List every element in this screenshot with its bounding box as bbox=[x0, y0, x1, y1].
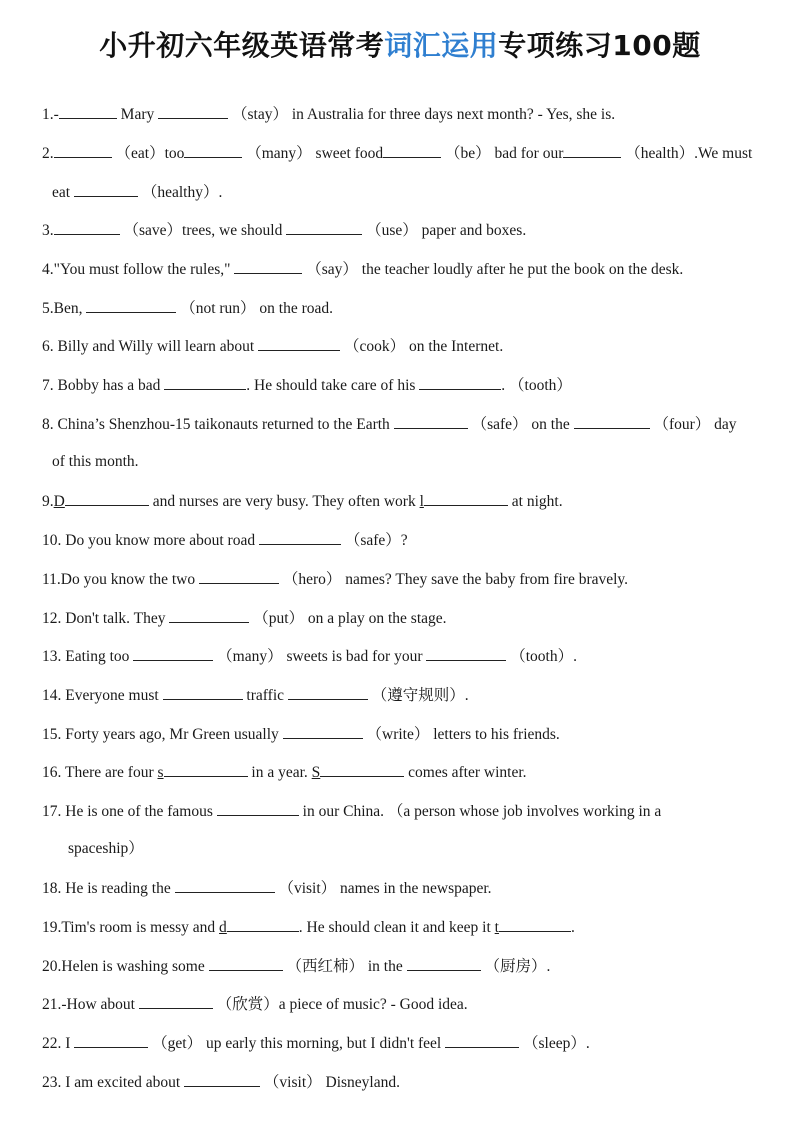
answer-blank[interactable] bbox=[169, 607, 249, 623]
question-text: （use） paper and boxes. bbox=[366, 222, 527, 239]
question-text: Mary bbox=[120, 106, 155, 123]
question-7 bbox=[42, 374, 572, 396]
title-part-1: 小升初六年级英语常考 bbox=[99, 29, 385, 62]
question-text: and nurses are very busy. They often work bbox=[152, 493, 416, 510]
answer-blank[interactable] bbox=[158, 103, 228, 119]
question-text: （eat）too bbox=[115, 145, 185, 162]
question-text: （put） on a play on the stage. bbox=[253, 610, 447, 627]
question-15 bbox=[42, 723, 560, 745]
answer-blank[interactable] bbox=[283, 723, 363, 739]
question-19 bbox=[42, 916, 575, 938]
question-5 bbox=[42, 297, 333, 319]
answer-blank[interactable] bbox=[54, 142, 112, 158]
question-text: （厨房）. bbox=[484, 958, 551, 975]
answer-blank[interactable] bbox=[184, 142, 242, 158]
question-text: （visit） names in the newspaper. bbox=[278, 880, 492, 897]
answer-blank[interactable] bbox=[426, 645, 506, 661]
answer-blank[interactable] bbox=[259, 529, 341, 545]
question-9 bbox=[42, 490, 563, 512]
question-text: 17. He is one of the famous bbox=[42, 803, 213, 820]
question-text: 10. Do you know more about road bbox=[42, 532, 256, 549]
question-text: 20.Helen is washing some bbox=[42, 958, 205, 975]
question-text: （write） letters to his friends. bbox=[366, 726, 560, 743]
question-text: comes after winter. bbox=[408, 764, 527, 781]
answer-blank[interactable] bbox=[163, 684, 243, 700]
question-text: （tooth）. bbox=[510, 648, 577, 665]
question-text: （save）trees, we should bbox=[123, 222, 283, 239]
answer-blank[interactable] bbox=[419, 374, 501, 390]
question-10 bbox=[42, 529, 408, 551]
answer-blank[interactable] bbox=[574, 413, 650, 429]
question-text: 7. Bobby has a bad bbox=[42, 377, 161, 394]
hint-letter: s bbox=[157, 764, 164, 781]
answer-blank[interactable] bbox=[424, 490, 508, 506]
question-22 bbox=[42, 1032, 590, 1054]
question-text: （health）.We must bbox=[625, 145, 753, 162]
answer-blank[interactable] bbox=[288, 684, 368, 700]
question-text: 22. I bbox=[42, 1035, 71, 1052]
answer-blank[interactable] bbox=[407, 955, 481, 971]
question-text: in a year. bbox=[251, 764, 308, 781]
answer-blank[interactable] bbox=[74, 1032, 148, 1048]
answer-blank[interactable] bbox=[499, 916, 571, 932]
question-11 bbox=[42, 568, 628, 590]
question-3 bbox=[42, 219, 526, 241]
question-text: （be） bad for our bbox=[445, 145, 564, 162]
answer-blank[interactable] bbox=[164, 761, 248, 777]
question-21 bbox=[42, 993, 468, 1015]
question-16 bbox=[42, 761, 527, 783]
question-text: 15. Forty years ago, Mr Green usually bbox=[42, 726, 279, 743]
answer-blank[interactable] bbox=[258, 335, 340, 351]
hint-letter: d bbox=[219, 919, 227, 936]
title-highlight: 词汇运用 bbox=[384, 29, 499, 62]
question-text: （hero） names? They save the baby from fire bravely. bbox=[282, 571, 629, 588]
answer-blank[interactable] bbox=[234, 258, 302, 274]
question-number: 3. bbox=[42, 222, 54, 239]
question-text: 18. He is reading the bbox=[42, 880, 171, 897]
question-text: （get） up early this morning, but I didn't feel bbox=[152, 1035, 442, 1052]
answer-blank[interactable] bbox=[86, 297, 176, 313]
question-text: （西红柿） in the bbox=[286, 958, 403, 975]
question-text: . He should clean it and keep it bbox=[298, 919, 491, 936]
question-text: 19.Tim's room is messy and bbox=[42, 919, 216, 936]
question-1 bbox=[42, 103, 615, 125]
question-4 bbox=[42, 258, 683, 280]
question-text: at night. bbox=[511, 493, 563, 510]
answer-blank[interactable] bbox=[209, 955, 283, 971]
answer-blank[interactable] bbox=[445, 1032, 519, 1048]
question-8-cont bbox=[52, 452, 139, 472]
question-17 bbox=[42, 800, 661, 822]
answer-blank[interactable] bbox=[164, 374, 246, 390]
question-text: spaceship） bbox=[68, 840, 144, 857]
answer-blank[interactable] bbox=[139, 993, 213, 1009]
question-text: （stay） in Australia for three days next month? - Yes, she is. bbox=[232, 106, 616, 123]
hint-letter: S bbox=[311, 764, 321, 781]
answer-blank[interactable] bbox=[184, 1071, 260, 1087]
question-text: . （tooth） bbox=[501, 377, 572, 394]
question-text: of this month. bbox=[52, 453, 139, 470]
question-text: in our China. （a person whose job involves working in a bbox=[302, 803, 662, 820]
question-text: . bbox=[570, 919, 575, 936]
question-text: （遵守规则）. bbox=[371, 687, 469, 704]
question-8 bbox=[42, 413, 737, 435]
question-text: （many） sweets is bad for your bbox=[217, 648, 423, 665]
question-text: . He should take care of his bbox=[246, 377, 416, 394]
question-text: 13. Eating too bbox=[42, 648, 130, 665]
question-2-cont bbox=[52, 181, 222, 203]
question-number: 9. bbox=[42, 493, 54, 510]
question-text: （say） the teacher loudly after he put the book on the desk. bbox=[306, 261, 684, 278]
question-text: 11.Do you know the two bbox=[42, 571, 196, 588]
hint-letter: D bbox=[53, 493, 65, 510]
question-6 bbox=[42, 335, 503, 357]
question-text: （visit） Disneyland. bbox=[263, 1074, 400, 1091]
question-20 bbox=[42, 955, 550, 977]
answer-blank[interactable] bbox=[394, 413, 468, 429]
question-text: 6. Billy and Willy will learn about bbox=[42, 338, 255, 355]
answer-blank[interactable] bbox=[320, 761, 404, 777]
answer-blank[interactable] bbox=[175, 877, 275, 893]
question-text: 5.Ben, bbox=[42, 300, 83, 317]
answer-blank[interactable] bbox=[65, 490, 149, 506]
answer-blank[interactable] bbox=[133, 645, 213, 661]
answer-blank[interactable] bbox=[227, 916, 299, 932]
title-part-3: 专项练习100题 bbox=[498, 29, 701, 62]
question-text: 23. I am excited about bbox=[42, 1074, 181, 1091]
question-text: （safe） on the bbox=[471, 416, 570, 433]
question-2 bbox=[42, 142, 752, 164]
question-23 bbox=[42, 1071, 400, 1093]
question-text: eat bbox=[52, 184, 71, 201]
question-text: （sleep）. bbox=[522, 1035, 590, 1052]
hint-letter: t bbox=[494, 919, 499, 936]
question-18 bbox=[42, 877, 492, 899]
answer-blank[interactable] bbox=[74, 181, 138, 197]
question-12 bbox=[42, 607, 447, 629]
answer-blank[interactable] bbox=[217, 800, 299, 816]
question-text: 12. Don't talk. They bbox=[42, 610, 166, 627]
question-text: 4."You must follow the rules," bbox=[42, 261, 231, 278]
question-text: （safe）? bbox=[344, 532, 408, 549]
question-text: （four） day bbox=[653, 416, 737, 433]
question-text: （many） sweet food bbox=[246, 145, 384, 162]
question-13 bbox=[42, 645, 577, 667]
question-text: （cook） on the Internet. bbox=[343, 338, 504, 355]
question-text: traffic bbox=[246, 687, 284, 704]
question-text: 8. China’s Shenzhou-15 taikonauts returned to the Earth bbox=[42, 416, 390, 433]
answer-blank[interactable] bbox=[59, 103, 117, 119]
answer-blank[interactable] bbox=[286, 219, 362, 235]
hint-letter: l bbox=[419, 493, 424, 510]
question-text: （欣赏）a piece of music? - Good idea. bbox=[216, 996, 468, 1013]
question-number: 2. bbox=[42, 145, 54, 162]
answer-blank[interactable] bbox=[563, 142, 621, 158]
answer-blank[interactable] bbox=[199, 568, 279, 584]
answer-blank[interactable] bbox=[54, 219, 120, 235]
question-text: 14. Everyone must bbox=[42, 687, 159, 704]
document-title bbox=[0, 24, 800, 64]
question-text: 16. There are four bbox=[42, 764, 154, 781]
question-17-cont bbox=[68, 839, 144, 859]
question-number: 1.- bbox=[42, 106, 59, 123]
question-text: （not run） on the road. bbox=[180, 300, 334, 317]
question-text: （healthy）. bbox=[141, 184, 223, 201]
question-14 bbox=[42, 684, 469, 706]
question-text: 21.-How about bbox=[42, 996, 135, 1013]
answer-blank[interactable] bbox=[383, 142, 441, 158]
